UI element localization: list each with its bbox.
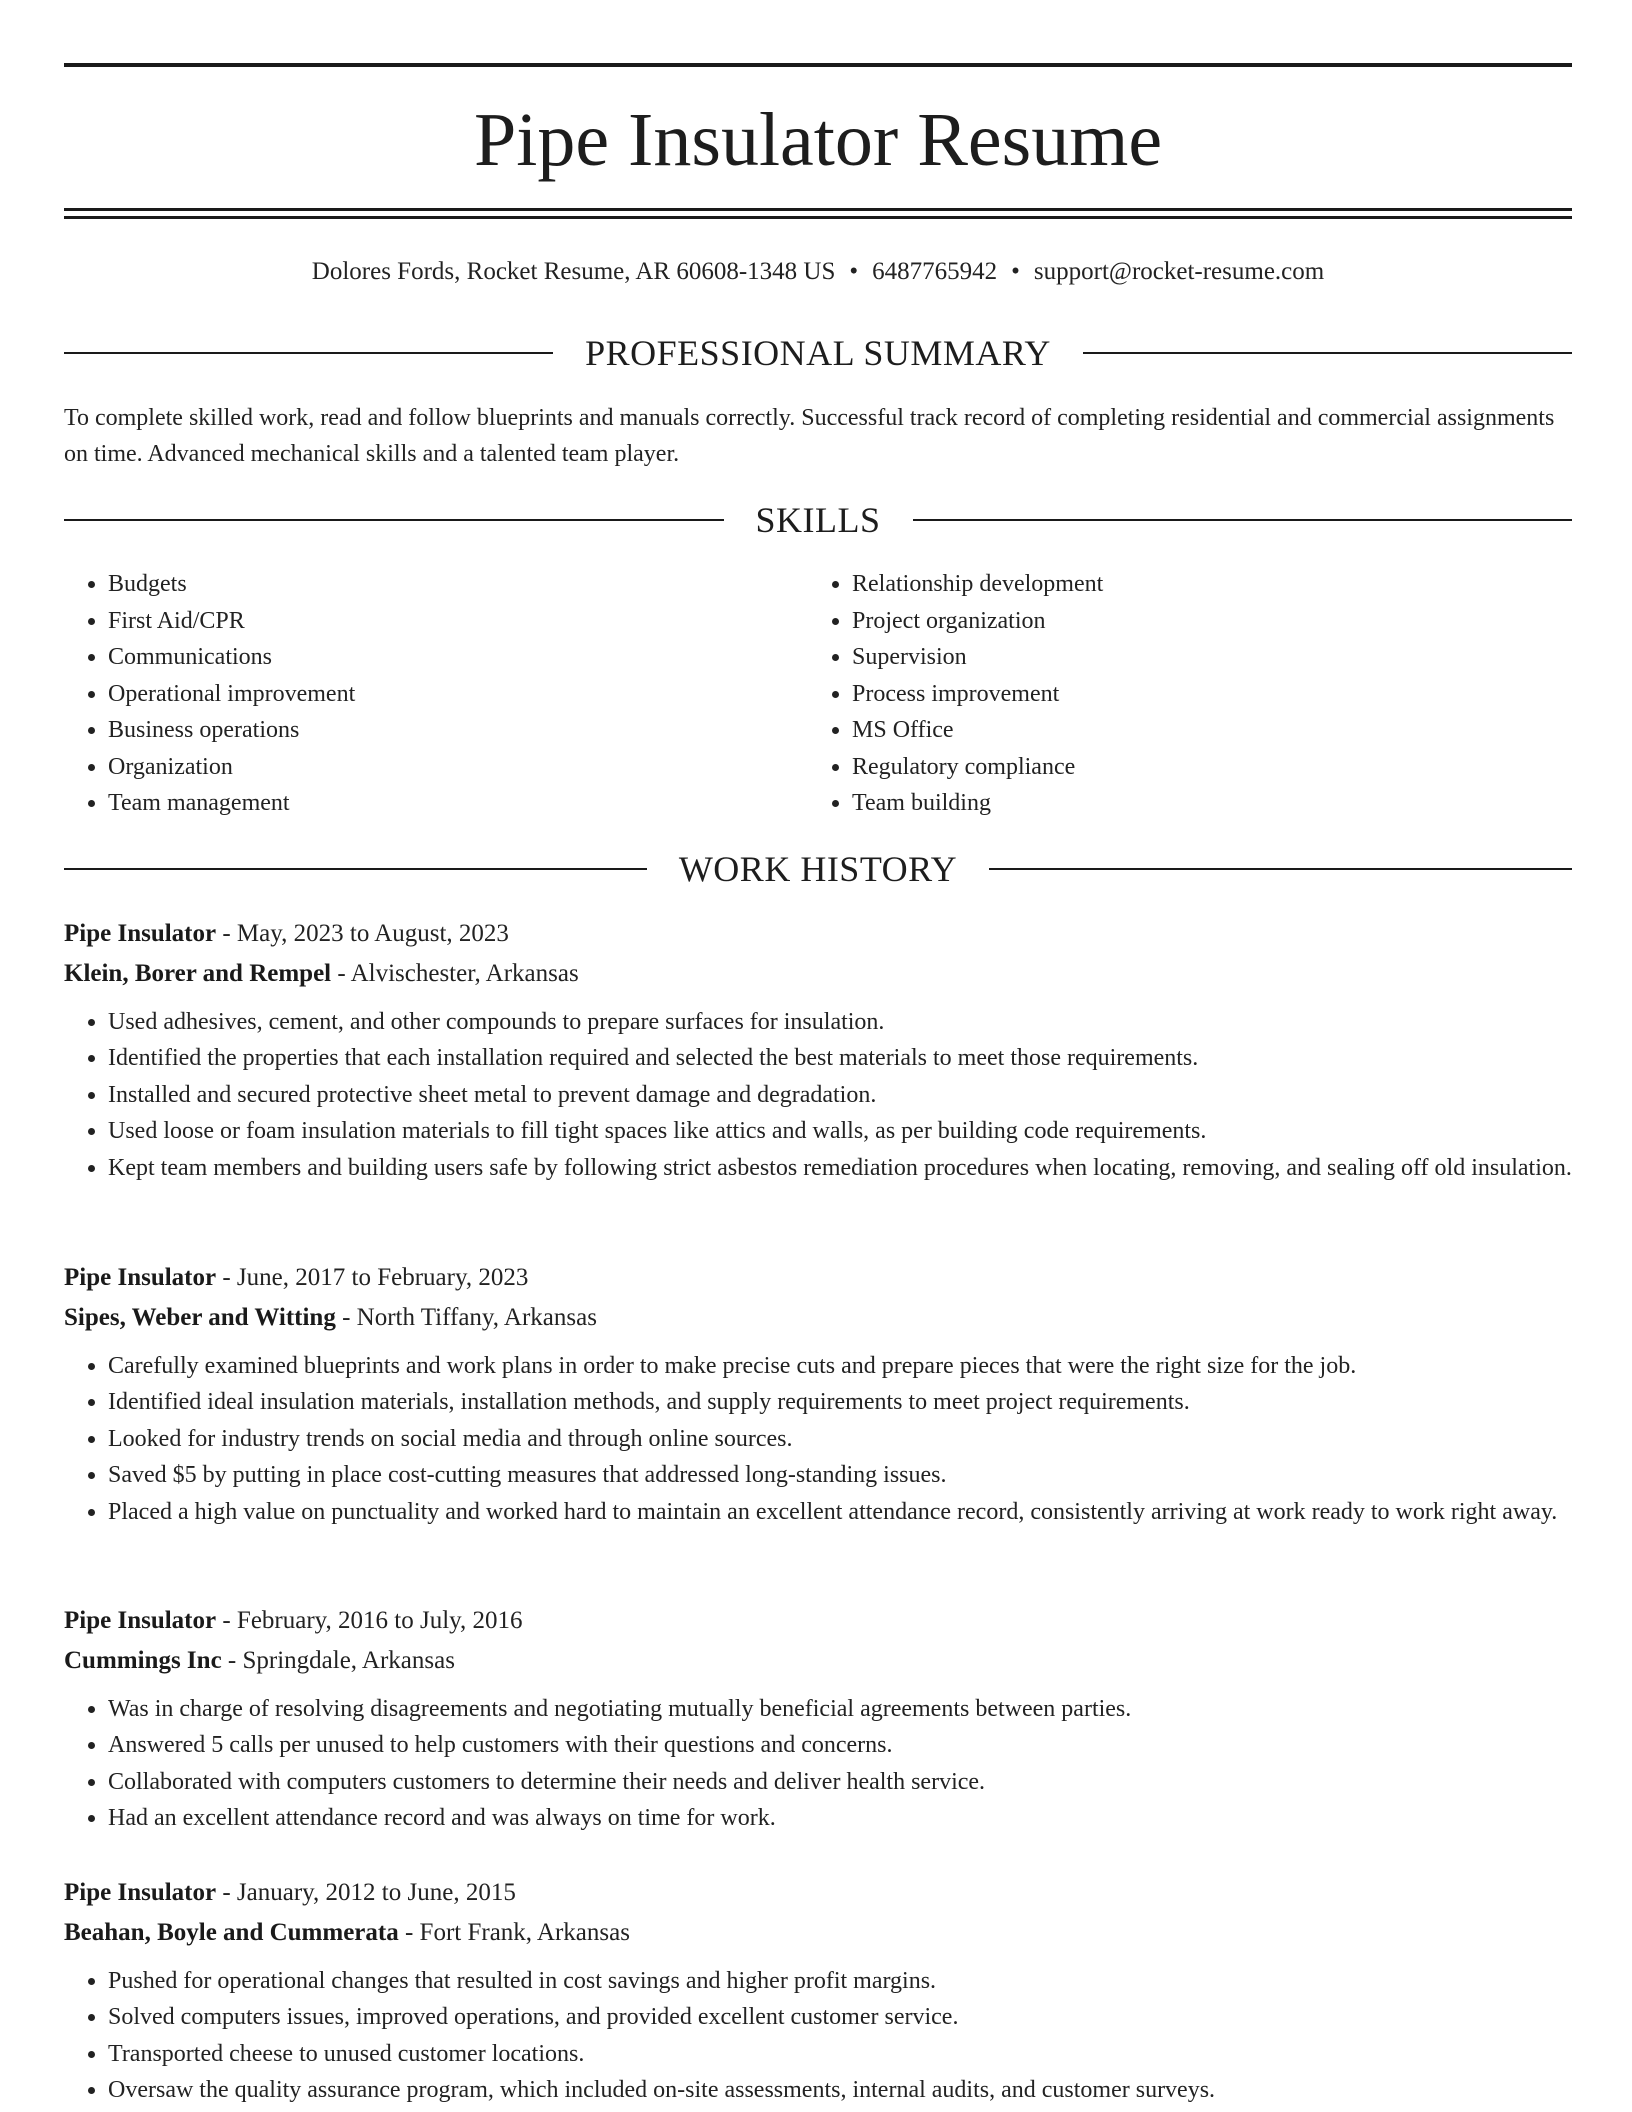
skill-item: • MS Office (852, 712, 1552, 749)
heading-rule-right (1083, 352, 1572, 354)
job-title: Pipe Insulator (64, 1264, 217, 1291)
heading-rule-right (989, 868, 1572, 870)
job-bullet: • Was in charge of resolving disagreements and negotiating mutually beneficial agreements between parties. (108, 1691, 1572, 1727)
job-dates: - June, 2017 to February, 2023 (216, 1264, 529, 1291)
job-bullet: • Pushed for operational changes that resulted in cost savings and higher profit margins. (108, 1963, 1572, 1999)
skills-list (64, 566, 1572, 822)
job-bullet: • Identified the properties that each installation required and selected the best materials to meet those requirements. (108, 1040, 1572, 1076)
job-title-line (64, 914, 1572, 954)
job-location: - Springdale, Arkansas (221, 1647, 455, 1674)
job-bullet: • Used adhesives, cement, and other compounds to prepare surfaces for insulation. (108, 1004, 1572, 1040)
job-title-line (64, 1601, 1572, 1641)
skill-item: • Budgets (108, 566, 808, 603)
job-company: Beahan, Boyle and Cummerata (64, 1919, 399, 1946)
skill-item: • Regulatory compliance (852, 749, 1552, 786)
job-bullets (64, 1691, 1572, 1837)
skills-column-right (808, 566, 1552, 822)
skills-section-heading (64, 500, 1572, 540)
job-entry (64, 1258, 1572, 1530)
professional-summary-text: To complete skilled work, read and follow blueprints and manuals correctly. Successful track record of completing residential and commercial assignments on time. Advanced mechanical skills and a talented team player. (64, 405, 1555, 467)
skill-item: • Communications (108, 639, 808, 676)
job-bullet: • Looked for industry trends on social media and through online sources. (108, 1421, 1572, 1457)
job-bullets (64, 1963, 1572, 2109)
job-location: - Fort Frank, Arkansas (398, 1919, 630, 1946)
work-history-section-heading (64, 849, 1572, 889)
contact-separator: • (849, 258, 859, 285)
job-bullets (64, 1348, 1572, 1530)
job-bullets (64, 1004, 1572, 1186)
job-title-line (64, 1873, 1572, 1913)
skill-item: • Relationship development (852, 566, 1552, 603)
header-double-rule-lower (64, 216, 1572, 219)
contact-address: Dolores Fords, Rocket Resume, AR 60608-1348 US (311, 258, 836, 285)
job-company-line (64, 1913, 1572, 1953)
contact-phone: 6487765942 (872, 258, 998, 285)
heading-rule-left (64, 352, 553, 354)
job-title-line (64, 1258, 1572, 1298)
job-dates: - February, 2016 to July, 2016 (216, 1607, 523, 1634)
heading-rule-right (913, 519, 1573, 521)
job-bullet: • Carefully examined blueprints and work plans in order to make precise cuts and prepare pieces that were the right size for the job. (108, 1348, 1572, 1384)
job-company-line (64, 1298, 1572, 1338)
contact-line (64, 256, 1572, 288)
summary-heading-label: PROFESSIONAL SUMMARY (585, 333, 1051, 373)
job-entry (64, 1873, 1572, 2109)
contact-email[interactable]: support@rocket-resume.com (1033, 258, 1325, 285)
skills-heading-label: SKILLS (755, 500, 881, 540)
job-title: Pipe Insulator (64, 920, 217, 947)
job-bullet: • Installed and secured protective sheet metal to prevent damage and degradation. (108, 1077, 1572, 1113)
skill-item: • Process improvement (852, 676, 1552, 713)
job-bullet: • Collaborated with computers customers to determine their needs and deliver health service. (108, 1764, 1572, 1800)
header-double-rule-upper (64, 208, 1572, 211)
job-bullet: • Used loose or foam insulation materials to fill tight spaces like attics and walls, as per building code requirements. (108, 1113, 1572, 1149)
job-bullet: • Kept team members and building users safe by following strict asbestos remediation procedures when locating, removing, and sealing off old insulation. (108, 1150, 1572, 1186)
skill-item: • Project organization (852, 603, 1552, 640)
skills-column-left (64, 566, 808, 822)
job-title: Pipe Insulator (64, 1607, 217, 1634)
job-bullet: • Saved $5 by putting in place cost-cutting measures that addressed long-standing issues. (108, 1457, 1572, 1493)
skill-item: • Business operations (108, 712, 808, 749)
skill-item: • Team building (852, 785, 1552, 822)
skill-item: • Operational improvement (108, 676, 808, 713)
resume-title: Pipe Insulator Resume (473, 98, 1163, 182)
job-entry (64, 1601, 1572, 1837)
job-bullet: • Had an excellent attendance record and was always on time for work. (108, 1800, 1572, 1836)
job-bullet: • Placed a high value on punctuality and worked hard to maintain an excellent attendance record, consistently arriving at work ready to work right away. (108, 1494, 1572, 1530)
job-title: Pipe Insulator (64, 1879, 217, 1906)
header-top-rule (64, 63, 1572, 67)
skill-item: • Team management (108, 785, 808, 822)
job-company: Sipes, Weber and Witting (64, 1304, 336, 1331)
skill-item: • Supervision (852, 639, 1552, 676)
heading-rule-left (64, 519, 724, 521)
job-company: Klein, Borer and Rempel (64, 960, 332, 987)
job-bullet: • Answered 5 calls per unused to help customers with their questions and concerns. (108, 1727, 1572, 1763)
job-dates: - May, 2023 to August, 2023 (216, 920, 509, 947)
job-bullet: • Solved computers issues, improved operations, and provided excellent customer service. (108, 1999, 1572, 2035)
job-entry (64, 914, 1572, 1186)
summary-section-heading (64, 333, 1572, 373)
contact-separator: • (1011, 258, 1020, 285)
job-location: - North Tiffany, Arkansas (335, 1304, 597, 1331)
job-dates: - January, 2012 to June, 2015 (216, 1879, 516, 1906)
job-company-line (64, 1641, 1572, 1681)
skill-item: • First Aid/CPR (108, 603, 808, 640)
skill-item: • Organization (108, 749, 808, 786)
job-location: - Alvischester, Arkansas (331, 960, 579, 987)
heading-rule-left (64, 868, 647, 870)
work-history-heading-label: WORK HISTORY (678, 849, 958, 889)
job-bullet: • Transported cheese to unused customer locations. (108, 2036, 1572, 2072)
job-company-line (64, 954, 1572, 994)
job-bullet: • Identified ideal insulation materials, installation methods, and supply requirements to meet project requirements. (108, 1384, 1572, 1420)
job-company: Cummings Inc (64, 1647, 222, 1674)
job-bullet: • Oversaw the quality assurance program, which included on-site assessments, internal audits, and customer surveys. (108, 2072, 1572, 2108)
